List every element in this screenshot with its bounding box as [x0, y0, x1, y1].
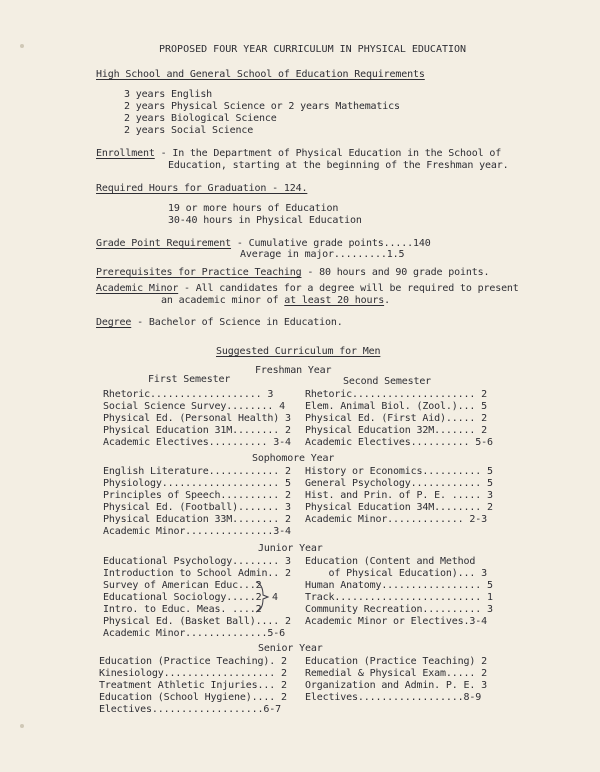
course-row: Principles of Speech.......... 2	[103, 490, 291, 501]
punch-hole	[20, 44, 24, 48]
course-row: Hist. and Prin. of P. E. ..... 3	[305, 490, 493, 501]
course-row: Physiology.................... 5	[103, 478, 291, 489]
hours-item: 30-40 hours in Physical Education	[168, 215, 362, 226]
enrollment-line	[96, 148, 501, 159]
course-row: Education (School Hygiene).... 2	[99, 692, 287, 703]
course-row: Electives..................8-9	[305, 692, 482, 703]
course-row: History or Economics.......... 5	[305, 466, 493, 477]
course-row: Physical Education 32M....... 2	[305, 425, 487, 436]
sophomore-year-heading: Sophomore Year	[252, 453, 335, 464]
enrollment-text-2: Education, starting at the beginning of the Freshman year.	[168, 160, 509, 171]
course-row: Remedial & Physical Exam..... 2	[305, 668, 487, 679]
course-row: Academic Electives.......... 5-6	[305, 437, 493, 448]
minor-text: - All candidates for a degree will be required to present	[178, 283, 519, 294]
course-row: Academic Minor or Electives.3-4	[305, 616, 487, 627]
course-row: Rhetoric..................... 2	[305, 389, 487, 400]
course-row: Track......................... 1	[305, 592, 493, 603]
prerequisites-text: - 80 hours and 90 grade points.	[301, 267, 490, 278]
minor-text-2: an academic minor of	[161, 295, 285, 306]
document-title: PROPOSED FOUR YEAR CURRICULUM IN PHYSICAL EDUCATION	[159, 44, 467, 55]
requirement-item: 2 years Physical Science or 2 years Mathematics	[124, 101, 400, 112]
requirements-heading: High School and General School of Education Requirements	[96, 69, 425, 80]
course-row: Elem. Animal Biol. (Zool.)... 5	[305, 401, 487, 412]
course-row: Organization and Admin. P. E. 3	[305, 680, 487, 691]
course-row: Survey of American Educ...2	[103, 580, 262, 591]
curriculum-heading: Suggested Curriculum for Men	[216, 346, 381, 357]
enrollment-text: - In the Department of Physical Education in the School of	[154, 148, 502, 159]
requirement-item: 2 years Biological Science	[124, 113, 277, 124]
course-row: Physical Ed. (Personal Health) 3	[103, 413, 291, 424]
course-row: Academic Minor............. 2-3	[305, 514, 487, 525]
course-row: Physical Education 33M........ 2	[103, 514, 291, 525]
course-row: Social Science Survey........ 4	[103, 401, 285, 412]
brace-credit: 4	[272, 592, 278, 603]
course-row: Community Recreation.......... 3	[305, 604, 493, 615]
course-row: Rhetoric................... 3	[103, 389, 274, 400]
hours-item: 19 or more hours of Education	[168, 203, 339, 214]
course-row: Academic Minor..............5-6	[103, 628, 285, 639]
punch-hole	[20, 724, 24, 728]
second-semester-heading: Second Semester	[343, 376, 432, 387]
requirement-item: 2 years Social Science	[124, 125, 254, 136]
minor-line-2	[161, 295, 390, 306]
course-row: Educational Sociology.....2	[103, 592, 262, 603]
senior-year-heading: Senior Year	[258, 643, 323, 654]
junior-year-heading: Junior Year	[258, 543, 323, 554]
course-row: English Literature............ 2	[103, 466, 291, 477]
grade-point-line	[96, 238, 431, 249]
course-row: Physical Ed. (Football)....... 3	[103, 502, 291, 513]
requirement-item: 3 years English	[124, 89, 213, 100]
degree-line	[96, 317, 343, 328]
grade-point-label: Grade Point Requirement	[96, 238, 232, 249]
grade-point-average: Average in major.........1.5	[240, 249, 405, 260]
course-row: Academic Minor...............3-4	[103, 526, 291, 537]
degree-label: Degree	[96, 317, 132, 328]
minor-hours-emphasis: at least 20 hours	[284, 295, 385, 306]
course-row: Human Anatomy................. 5	[305, 580, 493, 591]
course-row: Physical Education 34M........ 2	[305, 502, 493, 513]
first-semester-heading: First Semester	[148, 374, 231, 385]
course-row: of Physical Education)... 3	[305, 568, 487, 579]
enrollment-label: Enrollment	[96, 148, 155, 159]
course-row: Physical Ed. (First Aid)..... 2	[305, 413, 487, 424]
course-row: Education (Practice Teaching) 2	[305, 656, 487, 667]
course-row: Introduction to School Admin.. 2	[103, 568, 291, 579]
grade-point-text: - Cumulative grade points.....140	[231, 238, 431, 249]
prerequisites-label: Prerequisites for Practice Teaching	[96, 267, 302, 278]
course-row: Education (Content and Method	[305, 556, 476, 567]
required-hours-label: Required Hours for Graduation - 124.	[96, 183, 308, 194]
prerequisites-line	[96, 267, 489, 278]
course-row: Educational Psychology........ 3	[103, 556, 291, 567]
freshman-year-heading: Freshman Year	[255, 365, 332, 376]
course-row: Physical Ed. (Basket Ball).... 2	[103, 616, 291, 627]
course-row: Electives...................6-7	[99, 704, 281, 715]
course-row: Treatment Athletic Injuries... 2	[99, 680, 287, 691]
course-row: Education (Practice Teaching). 2	[99, 656, 287, 667]
course-row: Academic Electives.......... 3-4	[103, 437, 291, 448]
course-row: Physical Education 31M........ 2	[103, 425, 291, 436]
degree-text: - Bachelor of Science in Education.	[131, 317, 343, 328]
minor-line	[96, 283, 519, 294]
course-row: Intro. to Educ. Meas. ....2	[103, 604, 262, 615]
minor-text-end: .	[384, 295, 390, 306]
minor-label: Academic Minor	[96, 283, 179, 294]
course-row: Kinesiology................... 2	[99, 668, 287, 679]
course-row: General Psychology............ 5	[305, 478, 493, 489]
